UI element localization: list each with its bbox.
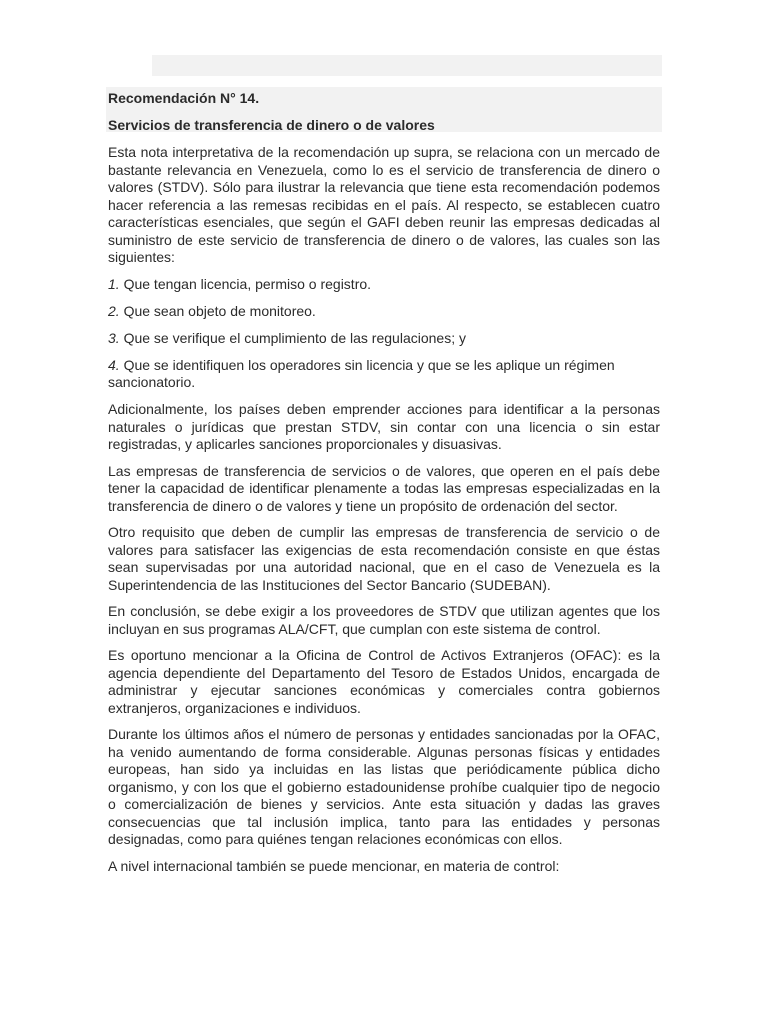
list-item-text: Que tengan licencia, permiso o registro. — [119, 275, 372, 292]
document-body — [108, 144, 660, 884]
body-paragraph: A nivel internacional también se puede mencionar, en materia de control: — [108, 857, 560, 874]
list-item-number: 4. — [108, 356, 120, 373]
list-item — [108, 330, 660, 348]
list-item-text: Que sean objeto de monitoreo. — [119, 302, 316, 319]
list-item-number: 1. — [108, 275, 120, 292]
recommendation-title: Recomendación N° 14. — [108, 90, 260, 106]
list-item — [108, 303, 660, 321]
body-paragraph: Adicionalmente, los países deben emprender acciones para identificar a la personas naturales o jurídicas que prestan STDV, sin contar con una licencia o sin estar registradas, y aplicarles sanciones proporcionales y disuasivas. — [108, 401, 660, 452]
body-paragraph: Las empresas de transferencia de servicios o de valores, que operen en el país debe tener la capacidad de identificar plenamente a todas las empresas especializadas en la transferencia de dinero o de valores y tiene un propósito de ordenación del sector. — [108, 462, 660, 514]
list-item-number: 2. — [108, 302, 120, 319]
list-item-text: Que se identifiquen los operadores sin licencia y que se les aplique un régimen sancionatorio. — [108, 356, 615, 390]
body-paragraph: En conclusión, se debe exigir a los proveedores de STDV que utilizan agentes que los incluyan en sus programas ALA/CFT, que cumplan con este sistema de control. — [108, 603, 660, 637]
section-subtitle: Servicios de transferencia de dinero o de valores — [108, 117, 435, 133]
body-paragraph: Durante los últimos años el número de personas y entidades sancionadas por la OFAC, ha venido aumentando de forma considerable. Algunas personas físicas y entidades europeas, han sido ya incluidas en las listas que periódicamente pública dicho organismo, y con los que el gobierno estadounidense prohíbe cualquier tipo de negocio o comercialización de bienes y servicios. Ante esta situación y dadas las graves consecuencias que tal inclusión implica, tanto para las entidades y personas designadas, como para quiénes tengan relaciones económicas con ellos. — [108, 726, 660, 847]
list-item-number: 3. — [108, 329, 120, 346]
intro-paragraph: Esta nota interpretativa de la recomendación up supra, se relaciona con un mercado de bastante relevancia en Venezuela, como lo es el servicio de transferencia de dinero o valores (STDV). Sólo para ilustrar la relevancia que tiene esta recomendación podemos hacer referencia a las remesas recibidas en el país. Al respecto, se establecen cuatro características esenciales, que según el GAFI deben reunir las empresas dedicadas al suministro de este servicio de transferencia de dinero o de valores, las cuales son las siguientes: — [108, 144, 660, 265]
list-item — [108, 357, 660, 392]
list-item — [108, 276, 660, 294]
header-band — [152, 55, 662, 76]
body-paragraph: Es oportuno mencionar a la Oficina de Control de Activos Extranjeros (OFAC): es la agencia dependiente del Departamento del Tesoro de Estados Unidos, encargada de administrar y ejecutar sanciones económicas y comerciales contra gobiernos extranjeros, organizaciones e individuos. — [108, 647, 660, 716]
list-item-text: Que se verifique el cumplimiento de las regulaciones; y — [119, 329, 466, 346]
body-paragraph: Otro requisito que deben de cumplir las empresas de transferencia de servicio o de valores para satisfacer las exigencias de esta recomendación consiste en que éstas sean supervisadas por una autoridad nacional, que en el caso de Venezuela es la Superintendencia de las Instituciones del Sector Bancario (SUDEBAN). — [108, 524, 660, 593]
